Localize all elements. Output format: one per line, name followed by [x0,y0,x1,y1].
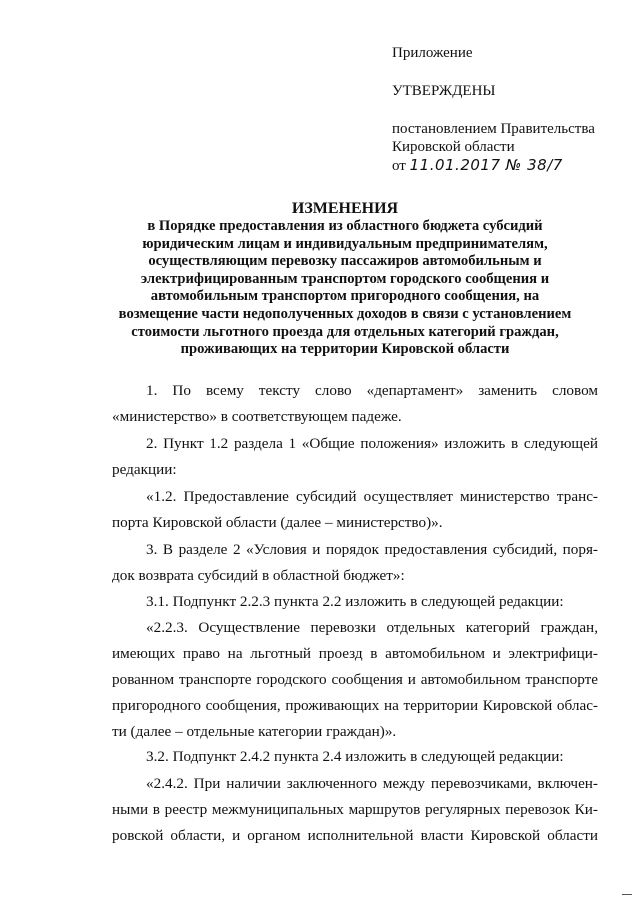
paragraph-8 [112,771,598,849]
paragraph-line: редакции: [112,461,177,478]
subtitle-line: осуществляющим перевозку пассажиров автомобильным и [148,253,542,270]
approved-label: УТВЕРЖДЕНЫ [392,83,496,99]
date-prefix: от [392,158,406,174]
paragraph-line: порта Кировской области (далее – министерство)». [112,514,443,531]
paragraph-line: 3.2. Подпункт 2.4.2 пункта 2.4 изложить в следующей редакции: [146,748,564,765]
subtitle-line: стоимости льготного проезда для отдельных категорий граждан, [131,323,559,340]
paragraph-line: ти (далее – отдельные категории граждан)». [112,723,397,740]
paragraph-3 [112,484,598,536]
subtitle-line: в Порядке предоставления из областного бюджета субсидий [147,218,543,234]
handwritten-date-number: 11.01.2017 № 38/7 [409,156,563,174]
subtitle-line: автомобильным транспортом пригородного сообщения, на [150,288,540,305]
paragraph-1 [112,378,598,430]
paragraph-line: «министерство» в соответствующем падеже. [112,408,402,425]
paragraph-line: пригородного сообщения, проживающих на территории Кировской облас- [112,697,598,714]
paragraph-line: 3.1. Подпункт 2.2.3 пункта 2.2 изложить в следующей редакции: [146,593,564,610]
paragraph-2 [112,431,598,483]
paragraph-line: рованном транспорте городского сообщения и автомобильном транспорте [112,671,598,688]
paragraph-line: «1.2. Предоставление субсидий осуществляет министерство транс- [146,488,598,505]
paragraph-line: «2.4.2. При наличии заключенного между перевозчиками, включен- [146,775,598,792]
subtitle-line: юридическим лицам и индивидуальным предпринимателям, [142,235,548,252]
paragraph-line: 2. Пункт 1.2 раздела 1 «Общие положения» изложить в следующей [146,435,598,452]
paragraph-line: 3. В разделе 2 «Условия и порядок предоставления субсидий, поря- [146,541,598,558]
decree-line-2: Кировской области [392,139,515,155]
paragraph-6 [112,615,598,745]
subtitle-line: электрифицированным транспортом городского сообщения и [140,270,550,287]
document-title: ИЗМЕНЕНИЯ [291,200,399,217]
paragraph-line: док возврата субсидий в областной бюджет»: [112,567,405,584]
paragraph-4 [112,537,598,589]
document-subtitle [100,218,590,359]
paragraph-line: «2.2.3. Осуществление перевозки отдельных категорий граждан, [146,619,598,636]
scan-mark [622,894,632,895]
paragraph-line: имеющих право на льготный проезд в автомобильном и электрифици- [112,645,598,662]
paragraph-line: ными в реестр межмуниципальных маршрутов регулярных перевозок Ки- [112,801,598,818]
approval-block [392,44,632,175]
paragraph-line: 1. По всему тексту слово «департамент» заменить словом [146,382,598,399]
subtitle-line: возмещение части недополученных доходов в связи с установлением [118,305,572,322]
paragraph-line: ровской области, и органом исполнительной власти Кировской области [112,827,598,844]
subtitle-line: проживающих на территории Кировской области [180,341,510,358]
paragraph-7 [112,744,598,770]
appendix-label: Приложение [392,45,473,61]
decree-date [392,156,632,175]
paragraph-5 [112,589,598,615]
decree-line-1: постановлением Правительства [392,121,595,137]
